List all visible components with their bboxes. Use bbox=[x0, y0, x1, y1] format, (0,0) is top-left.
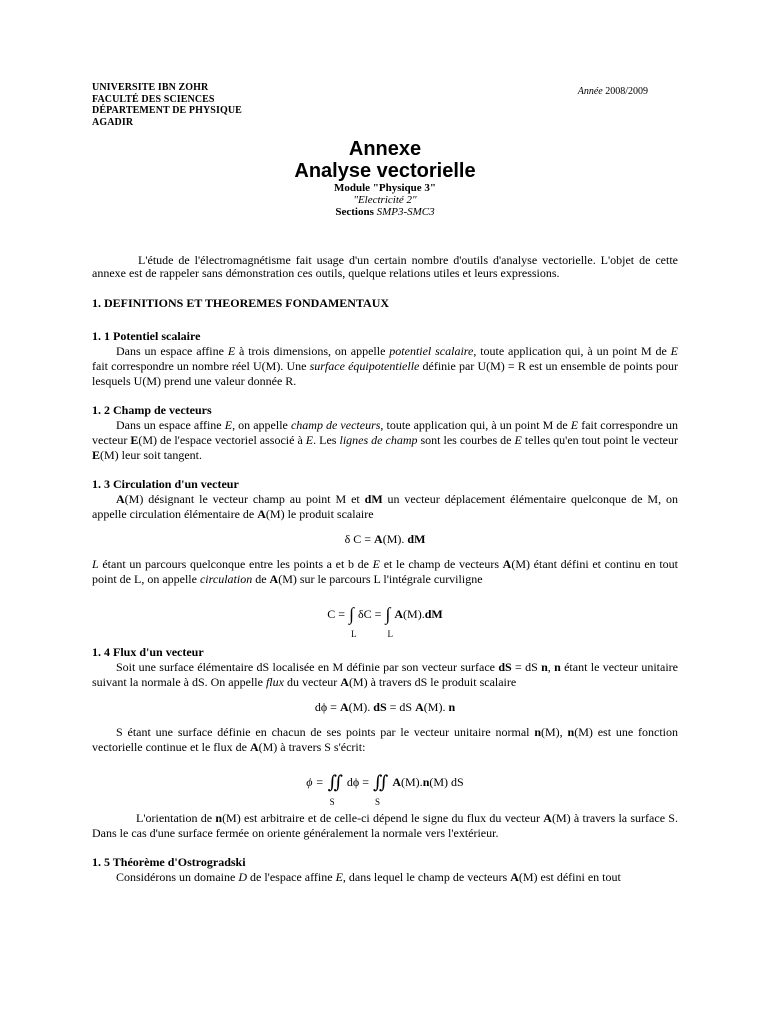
sections-label: Sections bbox=[335, 206, 374, 218]
section-1-5-text: Considérons un domaine D de l'espace affine E, dans lequel le champ de vecteurs A(M) est défini en tout bbox=[116, 870, 621, 884]
section-1-1-text: Dans un espace affine E à trois dimensions, on appelle potentiel scalaire, toute application qui, à un point M de E fait correspondre un nombre réel U(M). Une surface équipotentielle définie par U(M) = R est un ensemble de points pour lesquels U(M) prend une valeur donnée R. bbox=[92, 344, 679, 388]
section-1-4-text-2: S étant une surface définie en chacun de ses points par le vecteur unitaire normal n(M), n(M) est une fonction vectorielle continue et le flux de A(M) à travers S s'écrit: bbox=[92, 725, 679, 754]
department-name: DÉPARTEMENT DE PHYSIQUE bbox=[92, 105, 242, 116]
sections-value: SMP3-SMC3 bbox=[376, 206, 435, 218]
integral-sign: ∫ L bbox=[385, 604, 393, 639]
document-subtitle: Analyse vectorielle bbox=[294, 160, 476, 182]
intro-paragraph: L'étude de l'électromagnétisme fait usage d'un certain nombre d'outils d'analyse vectorielle. L'objet de cette annexe est de rappeler sans démonstration ces outils, quelque relations utiles et leurs expressions. bbox=[92, 253, 678, 280]
equation-flux-elementaire: dϕ = A(M). dS = dS A(M). n bbox=[314, 700, 456, 714]
equation-circulation-elementaire: δ C = A(M). dM bbox=[344, 532, 426, 546]
section-1-4-heading: 1. 4 Flux d'un vecteur bbox=[92, 645, 204, 659]
section-1-2-heading: 1. 2 Champ de vecteurs bbox=[92, 403, 212, 417]
section-1-heading: 1. DEFINITIONS ET THEOREMES FONDAMENTAUX bbox=[92, 296, 390, 310]
double-integral-sign: ∬ S bbox=[373, 772, 389, 807]
city-name: AGADIR bbox=[92, 116, 134, 128]
section-1-4-text-3: L'orientation de n(M) est arbitraire et de celle-ci dépend le signe du flux du vecteur A(M) à travers la surface S. Dans le cas d'une surface fermée on oriente généralement la normale vers l'extérieur. bbox=[92, 811, 678, 840]
faculty-name: FACULTÉ DES SCIENCES bbox=[92, 93, 215, 105]
title-block bbox=[92, 138, 678, 218]
section-1-2-text: Dans un espace affine E, on appelle champ de vecteurs, toute application qui, à un point M de E fait correspondre un vecteur E(M) de l'espace vectoriel associé à E. Les lignes de champ sont les courbes de E telles qu'en tout point le vecteur E(M) leur soit tangent. bbox=[92, 418, 678, 462]
year-label: Année bbox=[577, 86, 603, 97]
document-title: Annexe bbox=[348, 138, 422, 160]
section-1-1-heading: 1. 1 Potentiel scalaire bbox=[92, 329, 201, 343]
equation-circulation-integrale: C = ∫ L δC = ∫ L A(M).dM bbox=[327, 604, 443, 639]
section-1-4-text: Soit une surface élémentaire dS localisée en M définie par son vecteur surface dS = dS n, n étant le vecteur unitaire suivant la normale à dS. On appelle flux du vecteur A(M) à travers dS le produit scalaire bbox=[92, 660, 678, 689]
section-1-3-heading: 1. 3 Circulation d'un vecteur bbox=[92, 477, 239, 491]
module-line: Module "Physique 3" bbox=[333, 182, 437, 194]
double-integral-sign: ∬ S bbox=[327, 772, 343, 807]
university-name: UNIVERSITE IBN ZOHR bbox=[92, 82, 209, 93]
section-1-5-heading: 1. 5 Théorème d'Ostrogradski bbox=[92, 855, 246, 869]
academic-year bbox=[578, 86, 648, 99]
equation-flux-integrale: ϕ = ∬ S dϕ = ∬ S A(M).n(M) dS bbox=[306, 772, 464, 807]
document-page bbox=[92, 82, 678, 885]
section-1-3-text-2: L étant un parcours quelconque entre les points a et b de E et le champ de vecteurs A(M) étant défini et continu en tout point de L, on appelle circulation de A(M) sur le parcours L l'intégrale curviligne bbox=[92, 557, 678, 586]
integral-sign: ∫ L bbox=[349, 604, 357, 639]
electricite-line: "Electricité 2" bbox=[353, 194, 417, 206]
year-value: 2008/2009 bbox=[605, 86, 648, 97]
section-1-3-text: A(M) désignant le vecteur champ au point M et dM un vecteur déplacement élémentaire quelconque de M, on appelle circulation élémentaire de A(M) le produit scalaire bbox=[92, 492, 678, 521]
